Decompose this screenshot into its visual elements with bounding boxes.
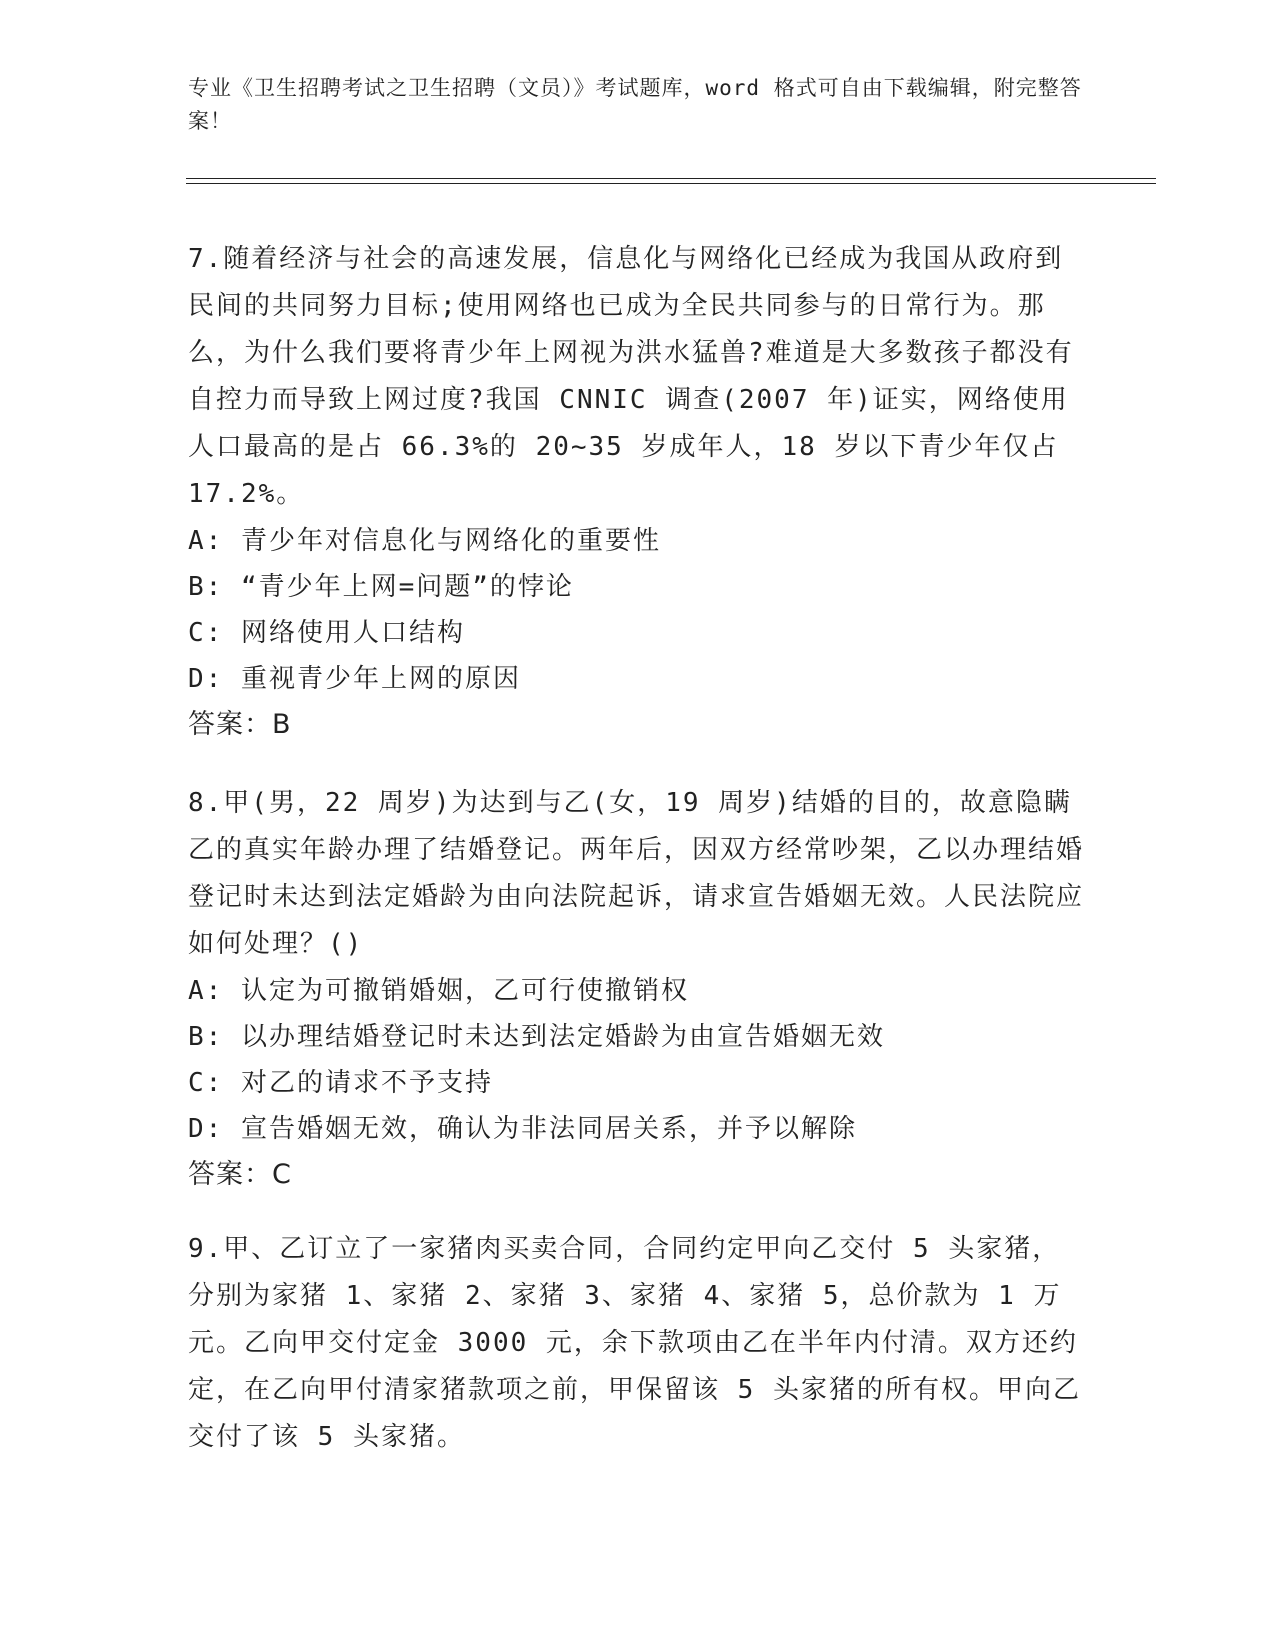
option-label: C: [188, 1068, 224, 1098]
option-label: C: [188, 618, 224, 648]
option-c [188, 1060, 1088, 1106]
option-b [188, 1014, 1088, 1060]
option-label: B: [188, 572, 224, 602]
option-d [188, 656, 1088, 702]
option-label: D: [188, 664, 224, 694]
question-7 [188, 236, 1088, 748]
question-stem: 8.甲(男，22 周岁)为达到与乙(女，19 周岁)结婚的目的，故意隐瞒乙的真实年龄办理了结婚登记。两年后，因双方经常吵架，乙以办理结婚登记时未达到法定婚龄为由向法院起诉，请求宣告婚姻无效。人民法院应如何处理？() [188, 788, 1085, 959]
option-label: B: [188, 1022, 224, 1052]
option-text: 认定为可撤销婚姻，乙可行使撤销权 [240, 976, 689, 1006]
option-text: 宣告婚姻无效，确认为非法同居关系，并予以解除 [240, 1114, 857, 1144]
header-rule-top [186, 178, 1156, 179]
option-label: A: [188, 526, 224, 556]
option-b [188, 564, 1088, 610]
question-stem: 7.随着经济与社会的高速发展，信息化与网络化已经成为我国从政府到民间的共同努力目标;使用网络也已成为全民共同参与的日常行为。那么，为什么我们要将青少年上网视为洪水猛兽?难道是大多数孩子都没有自控力而导致上网过度?我国 CNNIC 调查(2007 年)证实，网络使用人口最高的是占 66.3%的 20~35 岁成年人，18 岁以下青少年仅占 17.2%。 [188, 244, 1074, 509]
option-a [188, 968, 1088, 1014]
answer-line: 答案：C [188, 1159, 292, 1190]
option-text: 重视青少年上网的原因 [240, 664, 521, 694]
option-label: D: [188, 1114, 224, 1144]
option-text: 对乙的请求不予支持 [240, 1068, 493, 1098]
option-text: 青少年对信息化与网络化的重要性 [240, 526, 661, 556]
option-label: A: [188, 976, 224, 1006]
option-text: 网络使用人口结构 [240, 618, 465, 648]
option-text: 以办理结婚登记时未达到法定婚龄为由宣告婚姻无效 [240, 1022, 885, 1052]
option-text: “青少年上网=问题”的悖论 [240, 572, 574, 602]
document-header: 专业《卫生招聘考试之卫生招聘（文员）》考试题库，word 格式可自由下载编辑，附完整答案！ [188, 76, 1082, 133]
option-d [188, 1106, 1088, 1152]
header-rule-bottom [186, 183, 1156, 184]
option-c [188, 610, 1088, 656]
option-a [188, 518, 1088, 564]
question-9 [188, 1226, 1088, 1461]
question-stem: 9.甲、乙订立了一家猪肉买卖合同，合同约定甲向乙交付 5 头家猪，分别为家猪 1、家猪 2、家猪 3、家猪 4、家猪 5，总价款为 1 万元。乙向甲交付定金 3000 元，余下款项由乙在半年内付清。双方还约定，在乙向甲付清家猪款项之前，甲保留该 5 头家猪的所有权。甲向乙交付了该 5 头家猪。 [188, 1234, 1081, 1452]
question-8 [188, 780, 1088, 1198]
answer-line: 答案：B [188, 709, 292, 740]
